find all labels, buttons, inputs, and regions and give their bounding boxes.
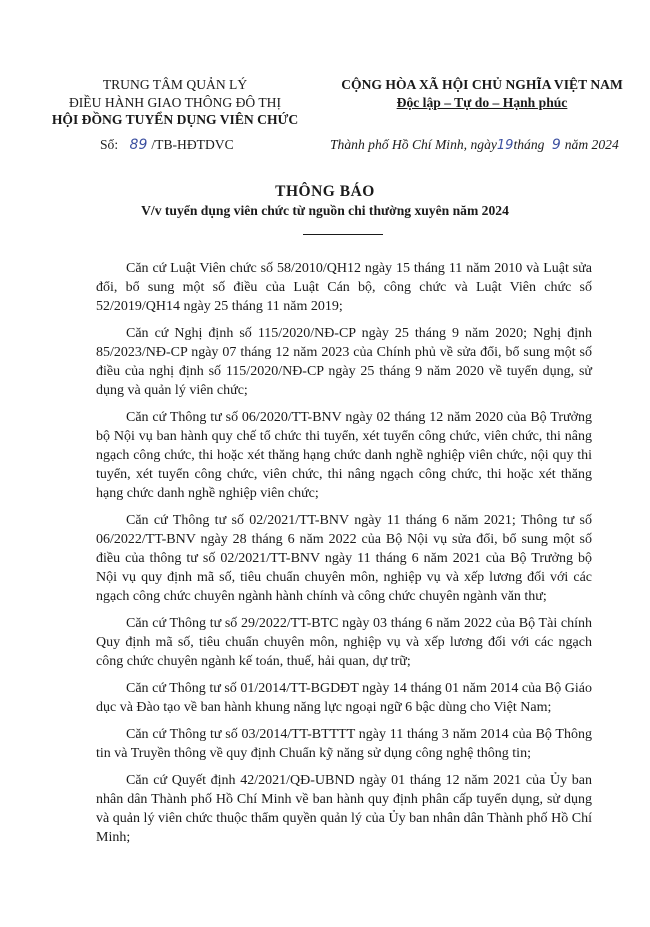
org-line-3 xyxy=(40,111,310,129)
paragraph: Căn cứ Thông tư số 02/2021/TT-BNV ngày 11 tháng 6 năm 2021; Thông tư số 06/2022/TT-BNV ngày 28 tháng 6 năm 2022 của Bộ Nội vụ sửa đổi, bổ sung một số điều của thông tư số 02/2021/TT-BNV ngày 11 tháng 6 năm 2021 của Bộ Trưởng bộ Nội vụ quy định mã số, tiêu chuẩn chuyên môn, nghiệp vụ và xếp lương đối với các ngạch công chức chuyên ngành hành chính và công chức chuyên ngành văn thư; xyxy=(96,513,592,604)
date-line xyxy=(330,137,635,153)
paragraph: Căn cứ Thông tư số 29/2022/TT-BTC ngày 03 tháng 6 năm 2022 của Bộ Tài chính Quy định mã số, tiêu chuẩn chuyên môn, nghiệp vụ và xếp lương đối với các ngạch công chức chuyên ngành kế toán, thuế, hải quan, dự trữ; xyxy=(96,616,592,669)
issuing-organization xyxy=(40,76,310,129)
document-body xyxy=(96,259,592,855)
date-day: 19 xyxy=(496,138,514,153)
title-divider xyxy=(303,234,383,235)
date-month: 9 xyxy=(551,137,561,153)
doc-number-suffix: /TB-HĐTDVC xyxy=(151,137,234,152)
nation-name: CỘNG HÒA XÃ HỘI CHỦ NGHĨA VIỆT NAM xyxy=(341,77,623,92)
date-year: năm 2024 xyxy=(564,137,619,152)
paragraph: Căn cứ Luật Viên chức số 58/2010/QH12 ngày 15 tháng 11 năm 2010 và Luật sửa đổi, bổ sung một số điều của Luật Cán bộ, công chức và Luật Viên chức số 52/2019/QH14 ngày 25 tháng 11 năm 2019; xyxy=(96,261,592,314)
document-title: THÔNG BÁO xyxy=(275,183,375,200)
document-number xyxy=(100,137,234,153)
document-subtitle: V/v tuyển dụng viên chức từ nguồn chi thường xuyên năm 2024 xyxy=(141,203,509,218)
national-motto: Độc lập – Tự do – Hạnh phúc xyxy=(396,94,568,110)
date-month-label: tháng xyxy=(513,137,545,152)
org-line-2: ĐIỀU HÀNH GIAO THÔNG ĐÔ THỊ xyxy=(68,94,282,110)
paragraph: Căn cứ Thông tư số 03/2014/TT-BTTTT ngày 11 tháng 3 năm 2014 của Bộ Thông tin và Truyền thông về quy định Chuẩn kỹ năng sử dụng công nghệ thông tin; xyxy=(96,727,592,761)
council-name: HỘI ĐỒNG TUYỂN DỤNG VIÊN CHỨC xyxy=(51,112,299,127)
date-prefix: Thành phố Hồ Chí Minh, ngày xyxy=(330,137,497,152)
paragraph: Căn cứ Quyết định 42/2021/QĐ-UBND ngày 01 tháng 12 năm 2021 của Ủy ban nhân dân Thành phố Hồ Chí Minh về ban hành quy định phân cấp tuyển dụng, sử dụng và quản lý viên chức thuộc thẩm quyền quản lý của Ủy ban nhân dân Thành phố Hồ Chí Minh; xyxy=(96,773,592,845)
doc-number-label: Số: xyxy=(100,137,119,152)
doc-number-value: 89 xyxy=(129,137,148,153)
org-line-1: TRUNG TÂM QUẢN LÝ xyxy=(102,77,248,92)
paragraph: Căn cứ Thông tư số 06/2020/TT-BNV ngày 02 tháng 12 năm 2020 của Bộ Trưởng bộ Nội vụ ban hành quy chế tổ chức thi tuyển, xét tuyển công chức, viên chức, thi nâng ngạch công chức, thi hoặc xét thăng hạng chức danh nghề nghiệp viên chức, nội quy thi tuyển, xét tuyển công chức, viên chức, thi nâng ngạch công chức, thi hoặc xét thăng hạng chức danh nghề nghiệp viên chức; xyxy=(96,410,592,501)
paragraph: Căn cứ Nghị định số 115/2020/NĐ-CP ngày 25 tháng 9 năm 2020; Nghị định 85/2023/NĐ-CP ngày 07 tháng 12 năm 2023 của Chính phủ về sửa đổi, bổ sung một số điều của nghị định số 115/2020/NĐ-CP ngày 25 tháng 9 năm 2020 về tuyển dụng, sử dụng và quản lý viên chức; xyxy=(96,326,592,398)
paragraph: Căn cứ Thông tư số 01/2014/TT-BGDĐT ngày 14 tháng 01 năm 2014 của Bộ Giáo dục và Đào tạo về ban hành khung năng lực ngoại ngữ 6 bậc dùng cho Việt Nam; xyxy=(96,681,592,715)
national-header xyxy=(332,76,632,111)
